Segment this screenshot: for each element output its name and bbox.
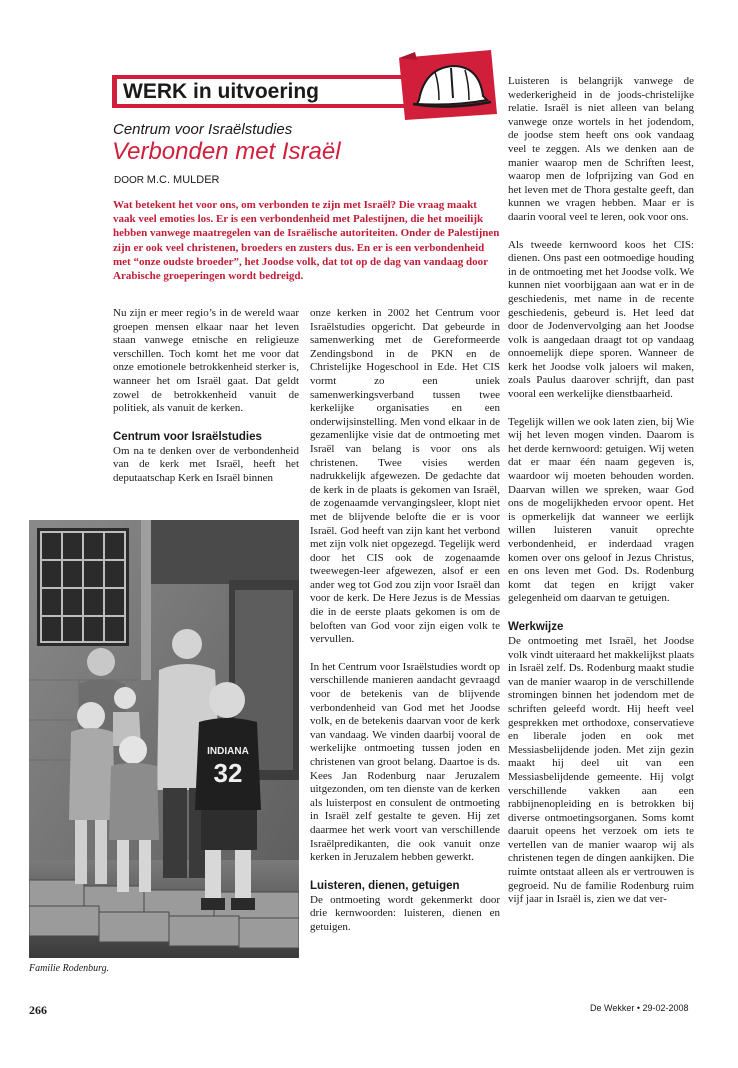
author-name: M.C. MULDER: [146, 174, 220, 186]
column-3: [508, 75, 694, 907]
paragraph: Om na te denken over de verbondenheid van de kerk met Israël, heeft het deputaatschap Kerk en Israël binnen: [113, 444, 299, 484]
article-title: Verbonden met Israël: [112, 138, 341, 165]
subheading: Luisteren, dienen, getuigen: [310, 879, 460, 892]
section-banner-title: WERK in uitvoering: [123, 80, 319, 103]
paragraph: Nu zijn er meer regio’s in de wereld waar groepen mensen elkaar naar het leven staan vanwege etnische en religieuze verschillen. Toch komt het me voor dat onze emotionele betrokkenheid sterker is, wanneer het om Israël gaat. Dat geldt zowel de betrokkenheid vanuit de politiek, als vanuit de kerken.: [113, 307, 299, 415]
paragraph: De ontmoeting wordt gekenmerkt door drie kernwoorden: luisteren, dienen en getuigen.: [310, 893, 500, 933]
subheading: Werkwijze: [508, 620, 564, 633]
paragraph: onze kerken in 2002 het Centrum voor Israëlstudies opgericht. Dat gebeurde in samenwerking met de Gereformeerde Zendingsbond in de PKN en de Christelijke Hogeschool in Ede. Het CIS vormt zo een uniek samenwerkingsverband tussen twee kerkelijke organisaties en een onderwijsinstelling. Men vond elkaar in de gezamenlijke visie dat de ontmoeting met Israël van belang is voor ons als christenen. Twee visies werden nadrukkelijk afgewezen. De gedachte dat de kerk in de plaats is gekomen van Israël, de zogenaamde vervangingsleer, klopt niet met de blijvende belofte die er is voor Israël. God heeft van zijn kant het verbond met zijn volk niet opgezegd. Tegelijk werd door het CIS ook de zogenaamde tweewegen-leer afgewezen, alsof er een ander weg tot God zou zijn voor Israël dan voor de kerk. De Here Jezus is de Messias die in de eerste plaats gekomen is om de beloften van God voor zijn eigen volk te vervullen.: [310, 307, 500, 646]
publication-footer: De Wekker • 29-02-2008: [590, 1003, 689, 1013]
subheading: Centrum voor Israëlstudies: [113, 430, 262, 443]
page-number: 266: [29, 1003, 47, 1017]
paragraph: Tegelijk willen we ook laten zien, bij Wie wij het leven mogen vinden. Daarom is het derde kernwoord: getuigen. Wij weten dat er maar één naam gegeven is, waardoor wij moeten behouden worden. Daarvan willen we spreken, waar God ons de mogelijkheden ervoor opent. Het is opmerkelijk dat wanneer we eerlijk willen luisteren vanuit oprechte verbondenheid, er inderdaad vragen komen over ons geloof in Jezus Christus, en ons leven met God. Ds. Rodenburg komt dat tegen en krijgt vaker gelegenheid om daarvan te getuigen.: [508, 415, 694, 605]
byline-prefix: DOOR: [114, 175, 144, 186]
paragraph: Luisteren is belangrijk vanwege de wederkerigheid in de joods-christelijke relatie. Israël is niet alleen van belang vanwege onze wortels in het jodendom, de joodse stem heeft ons ook vandaag veel te zeggen. Als we denken aan de manier waarop men de Schriften leest, waarop men de lofprijzing van God en het leven met de Thora gestalte geeft, dan kunnen we vragen hebben. Maar er is daarin vooral veel te leren, ook voor ons.: [508, 75, 694, 223]
paragraph: De ontmoeting met Israël, het Joodse volk vindt uiteraard het makkelijkst plaats in Israël zelf. Ds. Rodenburg maakt studie van de manier waarop in de verschillende stromingen binnen het jodendom met de schriften geleefd wordt. Hij heeft veel gesprekken met orthodoxe, conservatieve en liberale joden en ook met Messiasbelijdende joden. Met zijn gezin maakt hij deel uit van een Messiasbelijdende gemeente. Hij volgt verschillende vakken aan een rabbijnenopleiding en is betrokken bij diverse ontmoetingsorganen. Soms komt daaruit opeens het verzoek om iets te vertellen van de manier waarop wij als christenen tegen de dingen aankijken. Die ruimte ontstaat alleen als er vertrouwen is gegroeid. Nu de familie Rodenburg ruim vijf jaar in Israël is, zien we dat ver-: [508, 634, 694, 906]
article-intro: Wat betekent het voor ons, om verbonden te zijn met Israël? Die vraag maakt vaak veel emoties los. Er is een verbondenheid met Palestijnen, die het moeilijk hebben vanwege maatregelen van de Israëlische autoriteiten. Onder de Palestijnen zijn er ook veel christenen, broeders en zusters dus. En er is een verbondenheid met “onze oudste broeder”, het Joodse volk, dat tot op de dag van vandaag door Arabische groeperingen wordt bedreigd.: [113, 199, 500, 283]
photo-caption: Familie Rodenburg.: [29, 963, 110, 974]
paragraph: In het Centrum voor Israëlstudies wordt op verschillende manieren aandacht gevraagd voor de betekenis van de blijvende verbondenheid van God met het Joodse volk, en de betekenis daarvan voor de kerk van vandaag. We vinden daarbij vooral de werkelijke ontmoeting tussen joden en christenen van groot belang. Daartoe is ds. Kees Jan Rodenburg naar Jeruzalem uitgezonden, om ten dienste van de kerken als luisterpost en consulent de ontmoeting in Israël zelf gestalte te geven. Hij zet daarmee het werk voort van verschillende Israëlpredikanten, die ook vanuit onze kerken in Jeruzalem hebben gewerkt.: [310, 660, 500, 864]
article-kicker: Centrum voor Israëlstudies: [113, 121, 293, 138]
byline: [114, 174, 220, 186]
shirt-number: 32: [213, 758, 243, 788]
family-photo: [29, 520, 299, 958]
hard-hat-icon: [395, 48, 499, 120]
shirt-text: INDIANA: [207, 746, 249, 757]
column-1: [113, 307, 299, 486]
column-2: [310, 307, 500, 935]
paragraph: Als tweede kernwoord koos het CIS: dienen. Ons past een ootmoedige houding in de ontmoeting met het Joodse volk. We kunnen niet voorbijgaan aan wat er in de geschiedenis, met name in de recente geschiedenis, gebeurd is. Het leed dat door de Jodenvervolging aan het Joodse volk is aangedaan draagt tot op vandaag onnoemelijk diepe sporen. Wanneer de kerk het Joodse volk jaloers wil maken, zoals Paulus daarover schrijft, dan past vooral een werkelijke dienstbaarheid.: [508, 238, 694, 401]
